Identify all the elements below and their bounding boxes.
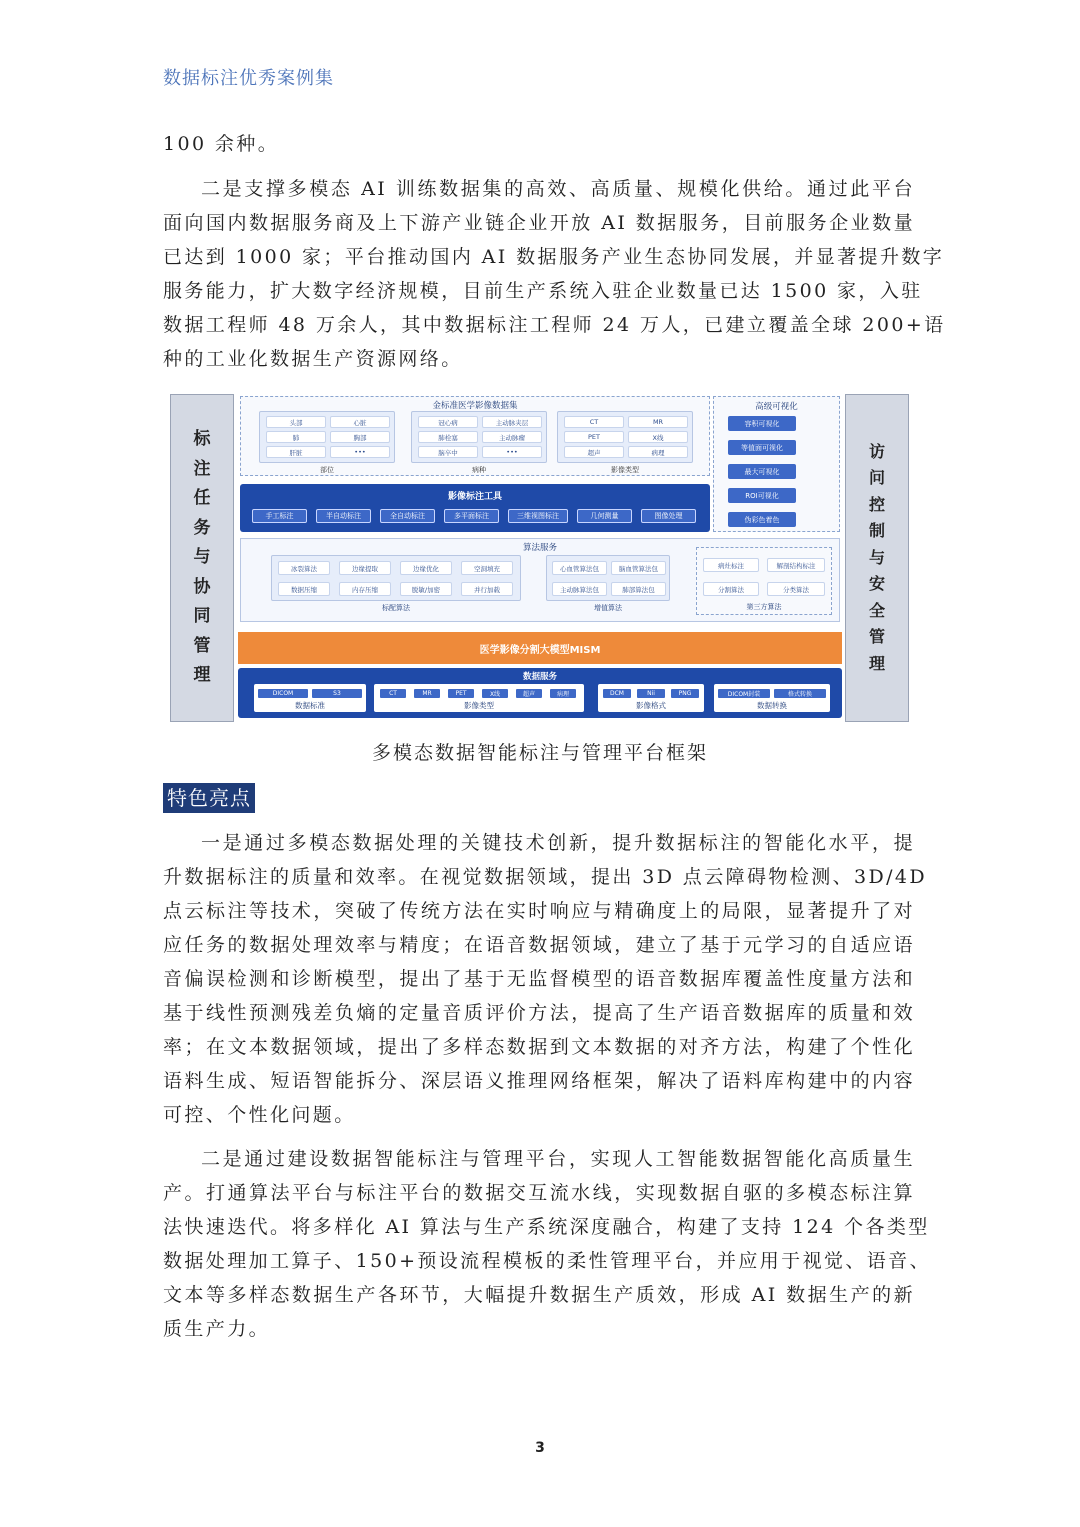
paragraph-line: 文本等多样态数据生产各环节，大幅提升数据生产质效，形成 AI 数据生产的新 <box>163 1284 915 1306</box>
algorithm-item: 肺部算法包 <box>611 582 666 596</box>
side-char: 务 <box>193 517 211 538</box>
paragraph-continuation <box>163 127 915 161</box>
side-char: 管 <box>868 627 885 647</box>
paragraph-platform-supply <box>163 172 946 376</box>
data-conversion-group <box>714 684 830 712</box>
paragraph-line: 基于线性预测残差负熵的定量音质评价方法，提高了生产语音数据库的质量和效 <box>163 1002 915 1024</box>
side-char: 理 <box>868 653 885 673</box>
side-char: 管 <box>193 635 211 656</box>
standard-algorithms-group <box>271 555 521 601</box>
algorithm-item: 冰裂算法 <box>278 561 330 575</box>
third-party-algorithms-group <box>696 547 832 615</box>
side-char: 与 <box>193 547 211 568</box>
paragraph-line: 产。打通算法平台与标注平台的数据交互流水线，实现数据自驱的多模态标注算 <box>163 1182 915 1204</box>
algorithm-group-label: 第三方算法 <box>746 603 782 611</box>
algorithm-item: 内存压缩 <box>339 582 391 596</box>
algorithm-item: 病灶标注 <box>703 558 759 572</box>
algorithm-group-label: 标配算法 <box>382 604 410 612</box>
side-char: 访 <box>868 441 885 461</box>
side-char: 理 <box>193 665 211 686</box>
data-item: PNG <box>671 689 699 698</box>
mism-model-bar: 医学影像分割大模型MISM <box>238 632 842 664</box>
paragraph-line: 二是支撑多模态 AI 训练数据集的高效、高质量、规模化供给。通过此平台 <box>201 178 915 200</box>
dataset-group-label: 病种 <box>472 466 486 474</box>
paragraph-line: 点云标注等技术，突破了传统方法在实时响应与精确度上的局限，显著提升了对 <box>163 900 915 922</box>
viz-item: 容积可视化 <box>728 416 796 431</box>
dataset-item: 病理 <box>628 446 688 458</box>
dataset-item: 冠心病 <box>418 416 478 428</box>
section-heading-highlights: 特色亮点 <box>163 783 255 813</box>
dataset-item: PET <box>564 431 624 443</box>
side-char: 控 <box>868 494 885 514</box>
algorithm-group-label: 增值算法 <box>594 604 622 612</box>
value-added-algorithms-group <box>546 555 670 601</box>
data-standard-group <box>254 684 366 712</box>
algorithm-item: 分类算法 <box>767 582 825 596</box>
advanced-visualization-title: 高级可视化 <box>755 402 798 412</box>
algorithm-item: 解剖结构标注 <box>767 558 825 572</box>
paragraph-line: 音偏误检测和诊断模型，提出了基于无监督模型的语音数据库覆盖性度量方法和 <box>163 968 915 990</box>
algorithm-item: 边缘提取 <box>339 561 391 575</box>
annotation-tool-item: 几何测量 <box>577 509 632 523</box>
data-group-label: 影像类型 <box>464 701 494 710</box>
page-number: 3 <box>535 1440 545 1456</box>
viz-item: 最大可视化 <box>728 464 796 479</box>
paragraph-line: 可控、个性化问题。 <box>163 1104 356 1126</box>
paragraph-line: 数据工程师 48 万余人，其中数据标注工程师 24 万人，已建立覆盖全球 200+语 <box>163 314 946 336</box>
data-item: S3 <box>312 689 362 698</box>
data-group-label: 数据转换 <box>757 701 787 710</box>
dataset-item: MR <box>628 416 688 428</box>
algorithm-item: 边缘优化 <box>400 561 452 575</box>
side-char: 安 <box>868 574 885 594</box>
paragraph-line: 语料生成、短语智能拆分、深层语义推理网络框架，解决了语料库构建中的内容 <box>163 1070 915 1092</box>
dataset-group-disease <box>411 411 547 463</box>
annotation-tool-item: 多平面标注 <box>444 509 499 523</box>
side-char: 全 <box>868 600 885 620</box>
dataset-group-image-type <box>557 411 693 463</box>
paragraph-line: 二是通过建设数据智能标注与管理平台，实现人工智能数据智能化高质量生 <box>201 1148 915 1170</box>
paragraph-platform-build <box>163 1142 931 1346</box>
data-item: DICOM封装 <box>718 689 770 698</box>
running-header: 数据标注优秀案例集 <box>163 68 334 89</box>
paragraph-line: 服务能力，扩大数字经济规模，目前生产系统入驻企业数量已达 1500 家，入驻 <box>163 280 923 302</box>
paragraph-line: 面向国内数据服务商及上下游产业链企业开放 AI 数据服务，目前服务企业数量 <box>163 212 915 234</box>
dataset-group-label: 影像类型 <box>611 466 639 474</box>
data-image-type-group <box>374 684 584 712</box>
data-item: 超声 <box>516 689 542 698</box>
dataset-group-label: 部位 <box>320 466 334 474</box>
dataset-group-body-part <box>259 411 395 463</box>
side-column-task-collaboration <box>170 394 234 722</box>
dataset-item: 肺 <box>266 431 326 443</box>
data-item: Nii <box>637 689 665 698</box>
dataset-item: 主动脉瘤 <box>482 431 542 443</box>
algorithm-item: 空洞填充 <box>461 561 513 575</box>
algorithm-item: 数据压缩 <box>278 582 330 596</box>
data-item: 格式转换 <box>774 689 826 698</box>
algorithm-item: 心血管算法包 <box>552 561 607 575</box>
data-group-label: 数据标准 <box>295 701 325 710</box>
paragraph-line: 质生产力。 <box>163 1318 271 1340</box>
algorithm-item: 分割算法 <box>703 582 759 596</box>
algorithm-item: 脑血管算法包 <box>611 561 666 575</box>
viz-item: 等值面可视化 <box>728 440 796 455</box>
data-item: X线 <box>482 689 508 698</box>
data-item: PET <box>448 689 474 698</box>
paragraph-key-tech <box>163 826 928 1132</box>
paragraph-line: 数据处理加工算子、150+预设流程模板的柔性管理平台，并应用于视觉、语音、 <box>163 1250 931 1272</box>
advanced-visualization-panel <box>713 396 840 532</box>
dataset-title: 金标准医学影像数据集 <box>432 401 518 411</box>
side-column-access-security <box>845 394 909 722</box>
side-char: 标 <box>193 429 211 450</box>
dataset-item: 肺栓塞 <box>418 431 478 443</box>
data-service-title: 数据服务 <box>522 672 557 682</box>
paragraph-line: 一是通过多模态数据处理的关键技术创新，提升数据标注的智能化水平，提 <box>201 832 915 854</box>
data-item: MR <box>414 689 440 698</box>
paragraph-line: 升数据标注的质量和效率。在视觉数据领域，提出 3D 点云障碍物检测、3D/4D <box>163 866 928 888</box>
data-item: DCM <box>603 689 631 698</box>
viz-item: 伪彩色着色 <box>728 512 796 527</box>
data-item: DICOM <box>258 689 308 698</box>
side-char: 制 <box>868 521 885 541</box>
side-char: 问 <box>868 468 885 488</box>
annotation-tools-title: 影像标注工具 <box>447 492 502 502</box>
paragraph-line: 率；在文本数据领域，提出了多样态数据到文本数据的对齐方法，构建了个性化 <box>163 1036 915 1058</box>
side-char: 任 <box>193 488 211 509</box>
side-char: 协 <box>193 576 211 597</box>
platform-framework-diagram <box>170 394 908 722</box>
algorithm-item: 脱敏/加密 <box>400 582 452 596</box>
data-image-format-group <box>598 684 704 712</box>
annotation-tool-item: 全自动标注 <box>380 509 435 523</box>
side-char: 与 <box>868 547 885 567</box>
figure-caption: 多模态数据智能标注与管理平台框架 <box>371 742 708 764</box>
paragraph-line: 100 余种。 <box>163 133 280 155</box>
data-group-label: 影像格式 <box>636 701 666 710</box>
paragraph-line: 应任务的数据处理效率与精度；在语音数据领域，建立了基于元学习的自适应语 <box>163 934 915 956</box>
data-item: CT <box>380 689 406 698</box>
viz-item: ROI可视化 <box>728 488 796 503</box>
annotation-tool-item: 手工标注 <box>252 509 307 523</box>
annotation-tool-item: 图像处理 <box>641 509 696 523</box>
dataset-item: 心脏 <box>330 416 390 428</box>
data-service-panel <box>238 668 842 718</box>
dataset-item: 超声 <box>564 446 624 458</box>
algorithm-service-title: 算法服务 <box>522 543 557 553</box>
algorithm-service-panel <box>240 538 840 622</box>
algorithm-item: 主动脉算法包 <box>552 582 607 596</box>
dataset-item: ••• <box>330 446 390 458</box>
dataset-panel <box>240 396 710 476</box>
data-item: 病理 <box>550 689 576 698</box>
annotation-tool-item: 半自动标注 <box>316 509 371 523</box>
dataset-item: ••• <box>482 446 542 458</box>
dataset-item: X线 <box>628 431 688 443</box>
annotation-tool-item: 三维视图标注 <box>508 509 568 523</box>
algorithm-item: 并行加载 <box>461 582 513 596</box>
side-char: 注 <box>193 458 211 479</box>
side-char: 同 <box>193 606 211 627</box>
dataset-item: 胸部 <box>330 431 390 443</box>
paragraph-line: 已达到 1000 家；平台推动国内 AI 数据服务产业生态协同发展，并显著提升数字 <box>163 246 945 268</box>
dataset-item: 肝脏 <box>266 446 326 458</box>
paragraph-line: 法快速迭代。将多样化 AI 算法与生产系统深度融合，构建了支持 124 个各类型 <box>163 1216 930 1238</box>
dataset-item: 脑卒中 <box>418 446 478 458</box>
annotation-tools-panel <box>240 484 710 532</box>
paragraph-line: 种的工业化数据生产资源网络。 <box>163 348 463 370</box>
dataset-item: CT <box>564 416 624 428</box>
dataset-item: 主动脉夹层 <box>482 416 542 428</box>
dataset-item: 头部 <box>266 416 326 428</box>
